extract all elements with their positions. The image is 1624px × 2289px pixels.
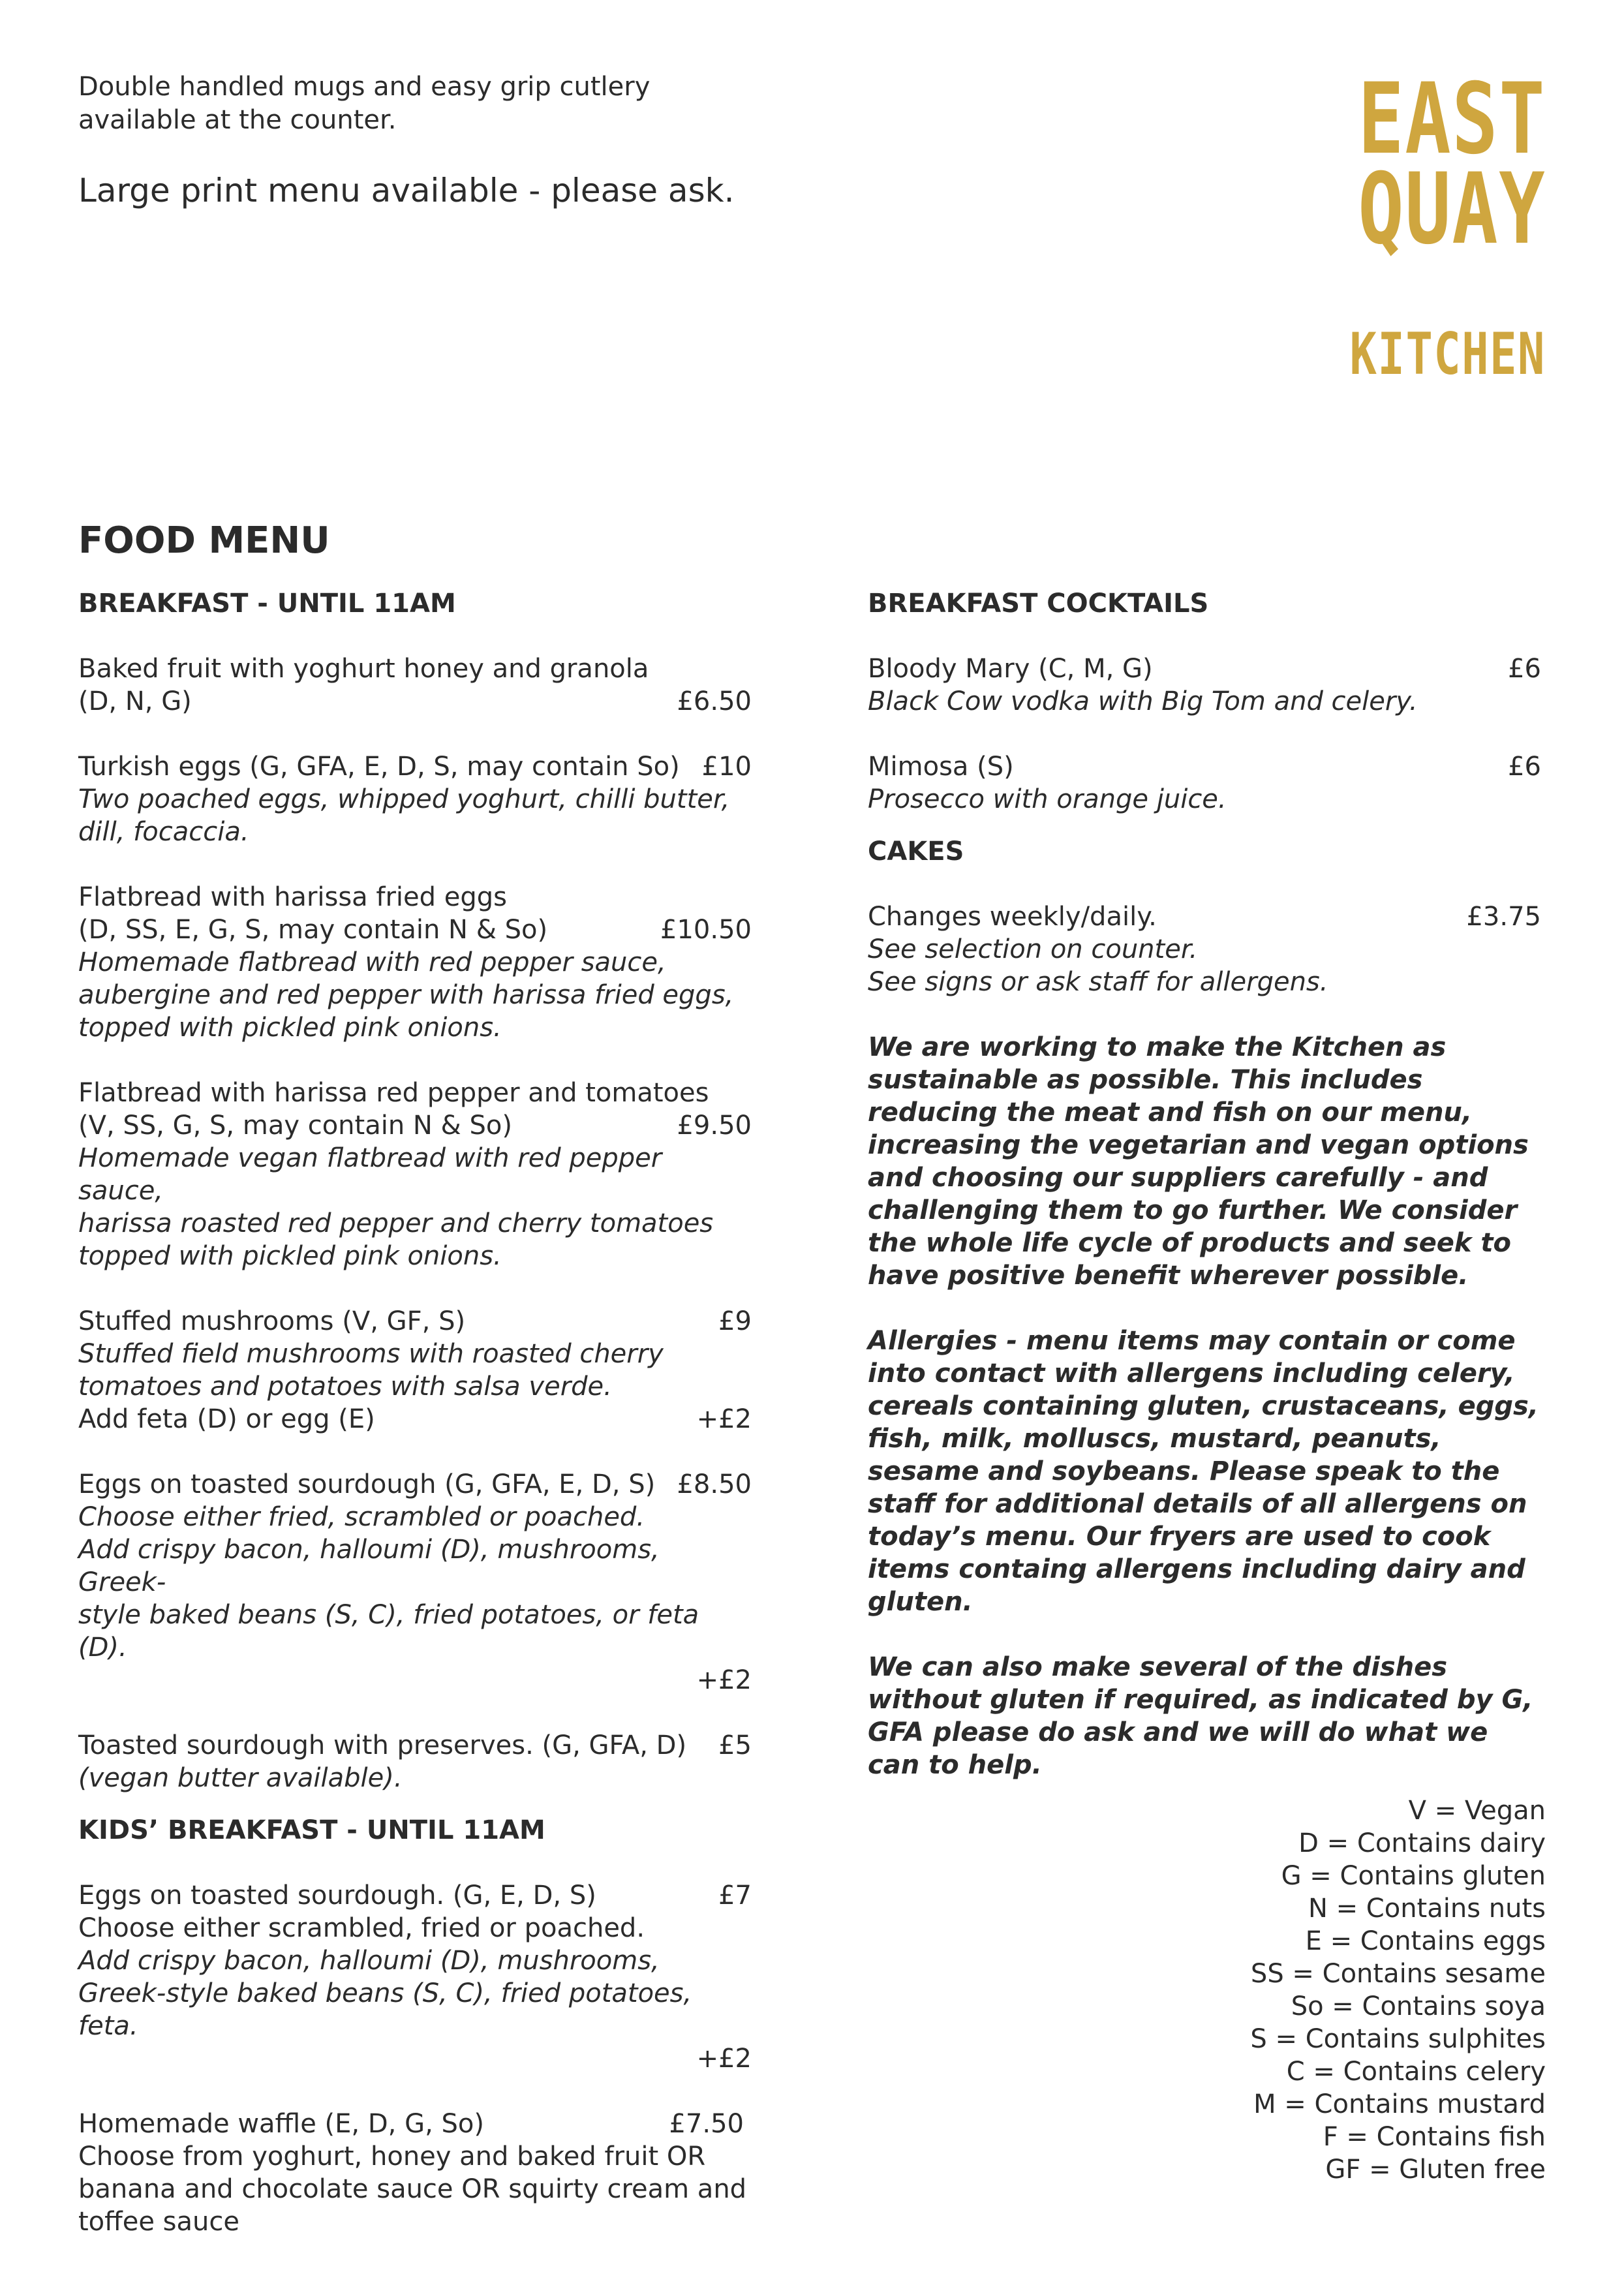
menu-item-turkish-eggs — [78, 750, 752, 848]
menu-item-kids-eggs — [78, 1879, 752, 2075]
menu-item-baked-fruit — [78, 653, 752, 718]
kids-heading: KIDS’ BREAKFAST - UNTIL 11AM — [78, 1815, 545, 1845]
addon-price: +£2 — [696, 1665, 752, 1695]
item-price: £6 — [1508, 752, 1541, 782]
item-allergens: (D, SS, E, G, S, may contain N & So) — [78, 915, 548, 945]
item-price: £9 — [718, 1306, 752, 1336]
item-name: Flatbread with harissa fried eggs — [78, 882, 507, 912]
item-description: topped with pickled pink onions. — [78, 1241, 502, 1271]
item-price: £7.50 — [669, 2109, 744, 2139]
item-option: banana and chocolate sauce OR squirty cream and — [78, 2174, 747, 2204]
item-description: Add crispy bacon, halloumi (D), mushrooms, — [78, 1946, 660, 1976]
item-allergens: (D, N, G) — [78, 686, 192, 716]
legend-item: D = Contains dairy — [1298, 1828, 1546, 1858]
logo-east: EAST — [1357, 63, 1546, 176]
allergies-statement: Allergies - menu items may contain or come into contact with allergens including celery, cereals containing gluten, crustaceans, eggs, fish, milk, molluscs, mustard, peanuts, sesame and soybeans. Please speak to the staff for additional details of all allergens on today’s menu. Our fryers are used to cook items containg allergens including dairy and gluten. — [868, 1326, 1539, 1617]
item-price: £10 — [701, 752, 752, 782]
menu-item-toasted-sourdough — [78, 1729, 752, 1794]
gluten-statement: We can also make several of the dishes without gluten if required, as indicated by G, GFA please do ask and we will do what we can to help. — [868, 1652, 1533, 1780]
menu-item-bloody-mary — [868, 653, 1541, 718]
item-description: See signs or ask staff for allergens. — [868, 967, 1328, 997]
item-name: Stuffed mushrooms (V, GF, S) — [78, 1306, 466, 1336]
item-addon: Add feta (D) or egg (E) — [78, 1404, 375, 1434]
legend-item: N = Contains nuts — [1308, 1894, 1546, 1924]
item-description: (vegan butter available). — [78, 1763, 403, 1793]
menu-item-flatbread-eggs — [78, 881, 752, 1044]
item-description: Homemade vegan flatbread with red pepper sauce, — [78, 1143, 662, 1206]
item-allergens: (V, SS, G, S, may contain N & So) — [78, 1111, 512, 1141]
item-price: £6.50 — [677, 686, 752, 716]
item-price: £7 — [718, 1881, 752, 1911]
item-description: dill, focaccia. — [78, 817, 249, 847]
breakfast-heading: BREAKFAST - UNTIL 11AM — [78, 589, 456, 619]
legend-item: F = Contains fish — [1323, 2122, 1546, 2152]
item-name: Toasted sourdough with preserves. (G, GFA, D) — [78, 1730, 687, 1760]
legend-item: SS = Contains sesame — [1250, 1959, 1546, 1989]
item-name: Baked fruit with yoghurt honey and granola — [78, 654, 649, 684]
left-column — [78, 587, 752, 2271]
item-name: Eggs on toasted sourdough. (G, E, D, S) — [78, 1881, 596, 1911]
addon-price: +£2 — [696, 1404, 752, 1434]
item-description: Two poached eggs, whipped yoghurt, chilli butter, — [78, 784, 730, 814]
legend-item: E = Contains eggs — [1305, 1926, 1546, 1956]
item-name: Bloody Mary (C, M, G) — [868, 654, 1153, 684]
cocktails-heading: BREAKFAST COCKTAILS — [868, 589, 1209, 619]
allergen-legend — [1250, 1794, 1546, 2186]
cakes-heading: CAKES — [868, 837, 964, 867]
item-description: Greek-style baked beans (S, C), fried potatoes, feta. — [78, 1978, 692, 2041]
legend-item: G = Contains gluten — [1281, 1861, 1546, 1891]
item-description: Choose either fried, scrambled or poached. — [78, 1502, 645, 1532]
legend-item: S = Contains sulphites — [1250, 2024, 1546, 2054]
legend-item: V = Vegan — [1408, 1796, 1546, 1826]
sustainability-statement: We are working to make the Kitchen as sustainable as possible. This includes reducing the meat and fish on our menu, increasing the vegetarian and vegan options and choosing our suppliers carefully - and challenging them to go further. We consider the whole life cycle of products and seek to have positive benefit wherever possible. — [868, 1032, 1529, 1291]
item-price: £10.50 — [660, 915, 752, 945]
item-price: £6 — [1508, 654, 1541, 684]
addon-price: +£2 — [696, 2044, 752, 2074]
item-description: aubergine and red pepper with harissa fried eggs, — [78, 980, 734, 1010]
legend-item: GF = Gluten free — [1325, 2155, 1546, 2185]
item-name: Mimosa (S) — [868, 752, 1014, 782]
item-description: Black Cow vodka with Big Tom and celery. — [868, 686, 1418, 716]
item-name: Eggs on toasted sourdough (G, GFA, E, D, S) — [78, 1469, 656, 1499]
item-option: toffee sauce — [78, 2207, 239, 2237]
item-description: Stuffed field mushrooms with roasted cherry — [78, 1339, 664, 1369]
legend-item: M = Contains mustard — [1253, 2089, 1546, 2119]
page-title: FOOD MENU — [78, 519, 330, 562]
item-price: £3.75 — [1466, 902, 1541, 932]
item-description: See selection on counter. — [868, 934, 1198, 964]
menu-item-eggs-sourdough — [78, 1468, 752, 1697]
legend-item: So = Contains soya — [1291, 1991, 1546, 2021]
menu-item-flatbread-tomatoes — [78, 1077, 752, 1272]
logo-kitchen: KITCHEN — [1349, 320, 1546, 388]
menu-item-stuffed-mushrooms — [78, 1305, 752, 1436]
item-name: Turkish eggs (G, GFA, E, D, S, may contain So) — [78, 752, 680, 782]
item-description: Homemade flatbread with red pepper sauce, — [78, 947, 666, 977]
item-option: Choose either scrambled, fried or poached. — [78, 1913, 645, 1943]
large-print-note: Large print menu available - please ask. — [78, 172, 735, 209]
menu-item-mimosa — [868, 750, 1541, 816]
item-name: Homemade waffle (E, D, G, So) — [78, 2109, 484, 2139]
item-description: harissa roasted red pepper and cherry tomatoes — [78, 1208, 714, 1238]
item-name: Flatbread with harissa red pepper and tomatoes — [78, 1078, 709, 1108]
menu-item-cakes — [868, 900, 1541, 998]
item-description: tomatoes and potatoes with salsa verde. — [78, 1372, 612, 1402]
item-description: Add crispy bacon, halloumi (D), mushrooms, Greek- — [78, 1535, 660, 1597]
item-price: £5 — [718, 1730, 752, 1760]
item-description: topped with pickled pink onions. — [78, 1013, 502, 1043]
item-name: Changes weekly/daily. — [868, 902, 1157, 932]
item-description: style baked beans (S, C), fried potatoes, or feta (D). — [78, 1600, 699, 1663]
menu-item-kids-waffle — [78, 2108, 752, 2238]
accessibility-note: Double handled mugs and easy grip cutlery available at the counter. — [78, 72, 651, 135]
item-option: Choose from yoghurt, honey and baked fruit OR — [78, 2142, 706, 2172]
item-price: £9.50 — [677, 1111, 752, 1141]
item-description: Prosecco with orange juice. — [868, 784, 1227, 814]
item-price: £8.50 — [677, 1469, 752, 1499]
right-column — [868, 587, 1541, 1814]
legend-item: C = Contains celery — [1286, 2057, 1546, 2087]
logo-quay: QUAY — [1357, 153, 1546, 266]
